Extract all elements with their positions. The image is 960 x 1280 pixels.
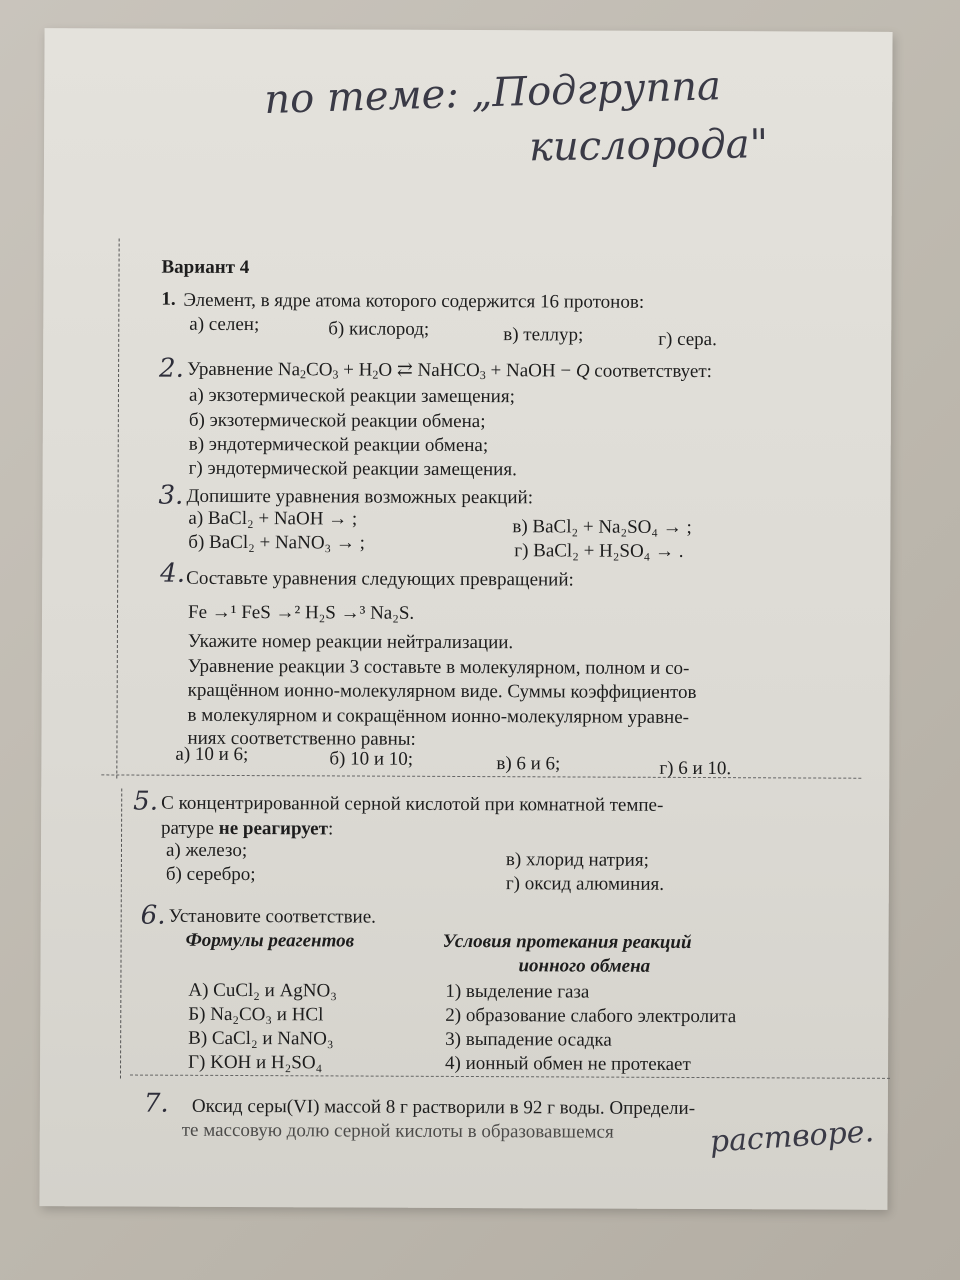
q6-item-d: Г) KOH и H₂SO₄ — [188, 1051, 323, 1074]
q5-option-a: а) железо; — [165, 839, 248, 862]
paper-sheet — [39, 28, 892, 1210]
q6-right-heading-1: Условия протекания реакций — [442, 930, 692, 953]
q2-text: Уравнение $Na_2CO_3 + H_2O$ ⇄ NaHCO$_3$ + NaOH − Q соответствует: — [187, 358, 713, 383]
q3-option-a: а) BaCl₂ + NaOH → ; — [188, 507, 358, 530]
q5-option-c: в) хлорид натрия; — [505, 849, 649, 871]
q6-left-heading: Формулы реагентов — [185, 929, 355, 952]
q2-option-b: б) экзотермической реакции обмена; — [188, 409, 486, 433]
q3-number: 3. — [158, 480, 184, 511]
handwritten-title-line1: по теме: „Подгруппа — [263, 63, 722, 124]
q7-line1: Оксид серы(VI) массой 8 г растворили в 92 г воды. Определи- — [191, 1095, 696, 1120]
cut-line-bottom — [130, 1075, 890, 1079]
q6-condition-4: 4) ионный обмен не протекает — [445, 1052, 691, 1075]
q6-right-heading-2: ионного обмена — [518, 955, 651, 977]
q2-option-d: г) эндотермической реакции замещения. — [188, 457, 517, 481]
q4-option-a: а) 10 и 6; — [175, 743, 249, 766]
q5-line2: ратуре не реагирует: — [161, 817, 334, 840]
q4-text: Составьте уравнения следующих превращений: — [186, 567, 574, 591]
q3-option-d: г) BaCl₂ + H₂SO₄ → . — [514, 540, 684, 562]
handwritten-title-line2: кислорода" — [528, 121, 769, 171]
q2-option-a: а) экзотермической реакции замещения; — [188, 384, 515, 408]
q6-item-a: А) CuCl₂ и AgNO₃ — [188, 979, 337, 1002]
q1-text: Элемент, в ядре атома которого содержится 16 протонов: — [183, 289, 645, 313]
variant-heading: Вариант 4 — [161, 256, 250, 279]
q4-option-b: б) 10 и 10; — [329, 748, 414, 770]
q1-option-c: в) теллур; — [503, 324, 584, 346]
q4-line3: кращённом ионно-молекулярном виде. Суммы коэффициентов — [187, 679, 697, 704]
cut-line-left-top — [116, 238, 119, 778]
q4-number: 4. — [160, 558, 186, 589]
q1-option-a: а) селен; — [189, 313, 260, 336]
cut-line-mid — [101, 774, 861, 778]
q3-option-b: б) BaCl₂ + NaNO₃ → ; — [188, 531, 366, 554]
q5-number: 5. — [133, 786, 159, 817]
q4-chain: Fe →¹ FeS →² H₂S →³ Na₂S. — [187, 601, 415, 624]
q6-condition-2: 2) образование слабого электролита — [445, 1004, 737, 1028]
q4-line4: в молекулярном и сокращённом ионно-молекулярном уравне- — [187, 704, 690, 728]
q4-line5: ниях соответственно равны: — [187, 727, 416, 750]
q6-condition-1: 1) выделение газа — [445, 980, 590, 1003]
q6-text: Установите соответствие. — [168, 905, 376, 928]
q1-option-d: г) сера. — [658, 328, 717, 351]
q4-line1: Укажите номер реакции нейтрализации. — [187, 630, 514, 654]
q6-number: 6. — [140, 900, 166, 931]
q7-number: 7. — [143, 1088, 169, 1119]
q1-option-b: б) кислород; — [328, 318, 430, 340]
q4-option-c: в) 6 и 6; — [496, 753, 561, 775]
q7-line2: те массовую долю серной кислоты в образовавшемся — [181, 1119, 614, 1143]
q6-item-b: Б) Na₂CO₃ и HCl — [188, 1003, 324, 1026]
q2-number: 2. — [159, 353, 184, 384]
q3-option-c: в) BaCl₂ + Na₂SO₄ → ; — [512, 516, 692, 538]
q3-text: Допишите уравнения возможных реакций: — [186, 485, 534, 509]
q4-line2: Уравнение реакции 3 составьте в молекулярном, полном и со- — [187, 655, 690, 679]
q7-handwritten-word: растворе. — [708, 1114, 876, 1160]
q1-number: 1. — [161, 288, 176, 310]
q6-condition-3: 3) выпадение осадка — [445, 1028, 612, 1051]
q5-line1: С концентрированной серной кислотой при комнатной темпе- — [161, 792, 664, 816]
q6-item-c: В) CaCl₂ и NaNO₃ — [188, 1027, 334, 1050]
q2-option-c: в) эндотермической реакции обмена; — [188, 433, 489, 457]
q5-option-d: г) оксид алюминия. — [505, 873, 665, 895]
q4-option-d: г) 6 и 10. — [659, 757, 732, 780]
cut-line-left-mid — [120, 788, 122, 1078]
q5-option-b: б) серебро; — [165, 863, 256, 886]
